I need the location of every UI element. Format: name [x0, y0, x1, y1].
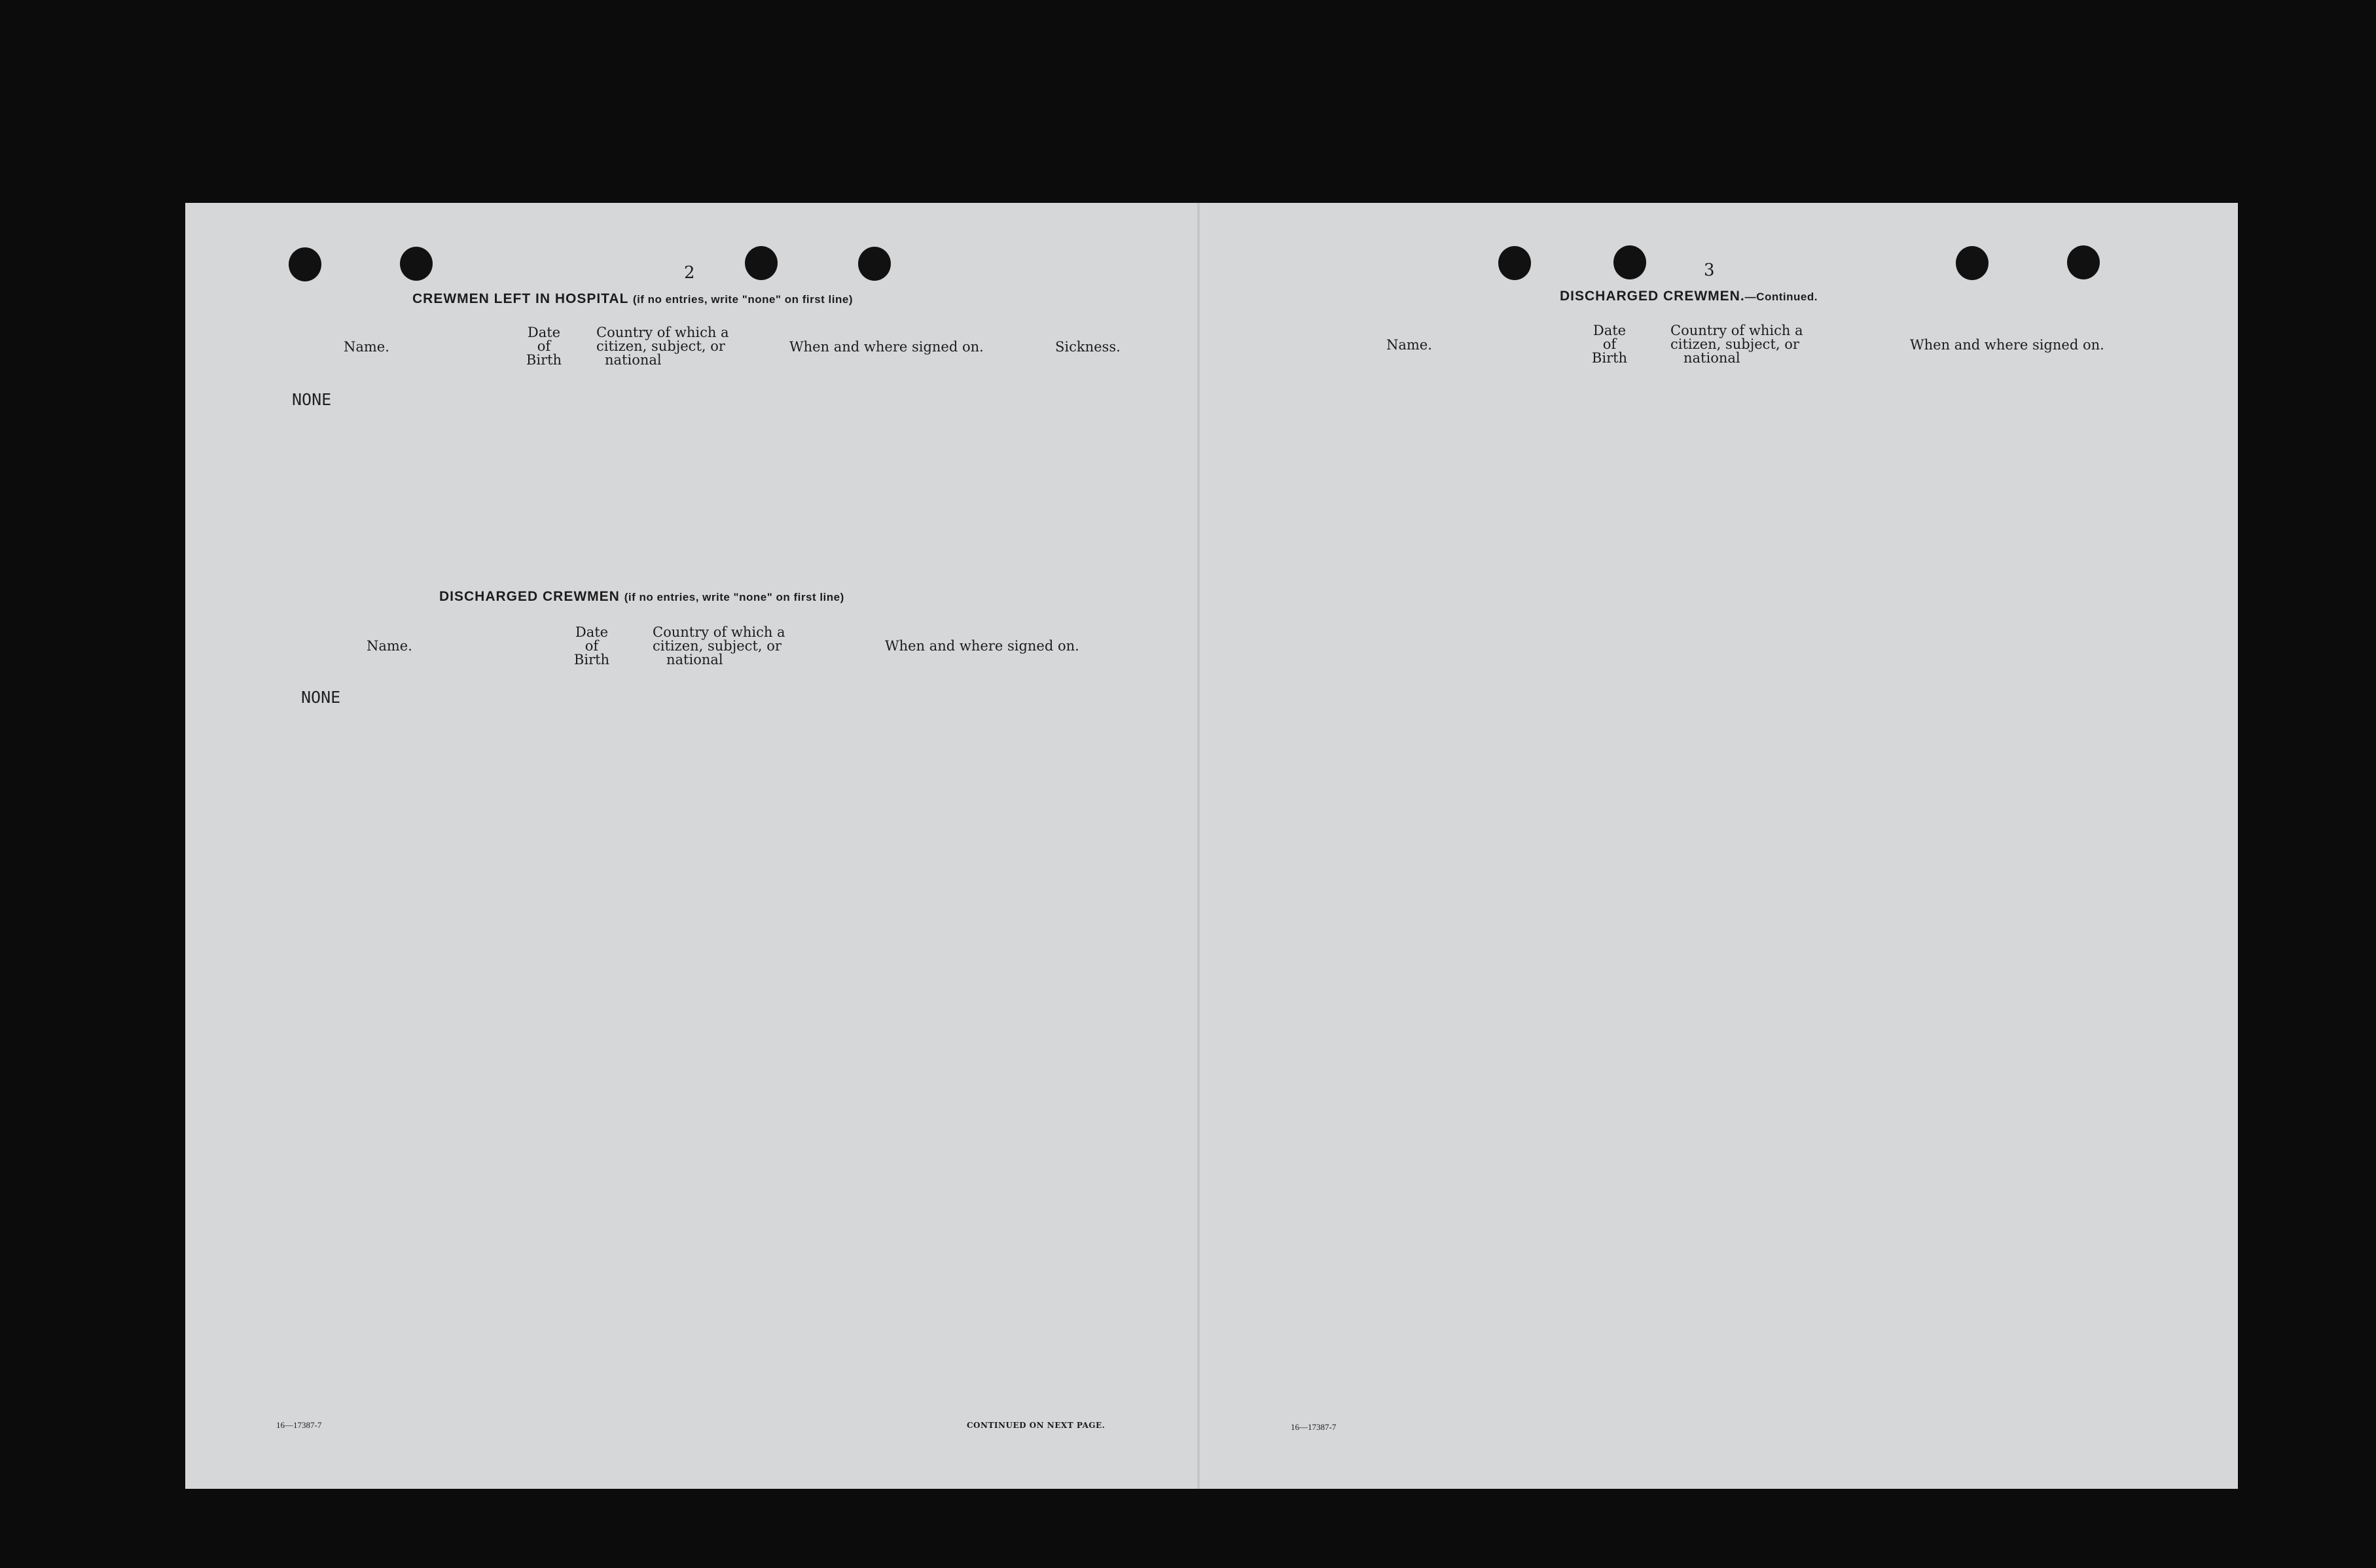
punch-hole [1498, 246, 1531, 280]
punch-hole [289, 247, 321, 281]
hospital-col-name: Name. [344, 339, 389, 355]
punch-hole [745, 246, 778, 280]
discharged-col-dob: Date of Birth [573, 624, 610, 668]
punch-hole [2067, 245, 2100, 279]
hospital-note: (if no entries, write "none" on first line) [632, 293, 853, 306]
punch-hole [1613, 245, 1646, 279]
form-number: 16—17387-7 [276, 1420, 322, 1430]
discharged-entry: NONE [301, 688, 341, 707]
hospital-title: CREWMEN LEFT IN HOSPITAL [412, 291, 629, 306]
discharged-col-signed: When and where signed on. [885, 638, 1079, 654]
hospital-col-signed: When and where signed on. [789, 339, 984, 355]
continued-title: DISCHARGED CREWMEN. [1560, 289, 1745, 304]
hospital-col-sickness: Sickness. [1055, 339, 1121, 355]
page-number: 3 [1704, 260, 1715, 280]
right-page [1198, 203, 2238, 1489]
form-number: 16—17387-7 [1291, 1422, 1337, 1432]
discharged-note: (if no entries, write "none" on first line) [624, 591, 844, 603]
continued-col-country: Country of which a citizen, subject, or national [1670, 323, 1803, 366]
continued-col-name: Name. [1386, 337, 1432, 353]
page-fold [1197, 203, 1200, 1489]
continued-col-signed: When and where signed on. [1910, 337, 2104, 353]
continued-section-title [1560, 289, 1818, 304]
punch-hole [400, 247, 433, 281]
discharged-col-country: Country of which a citizen, subject, or national [653, 624, 785, 668]
left-page [185, 203, 1198, 1489]
hospital-col-dob: Date of Birth [526, 325, 562, 368]
continued-col-dob: Date of Birth [1591, 323, 1628, 366]
discharged-title: DISCHARGED CREWMEN [439, 589, 620, 604]
hospital-col-country: Country of which a citizen, subject, or national [596, 325, 729, 368]
discharged-section-title [439, 589, 844, 605]
page-number: 2 [684, 263, 695, 283]
punch-hole [1956, 246, 1989, 280]
hospital-entry: NONE [292, 390, 332, 409]
continued-suffix: —Continued. [1744, 291, 1818, 303]
discharged-col-name: Name. [367, 638, 412, 654]
hospital-section-title [412, 291, 853, 307]
continued-note: CONTINUED ON NEXT PAGE. [967, 1421, 1106, 1430]
punch-hole [858, 247, 891, 281]
